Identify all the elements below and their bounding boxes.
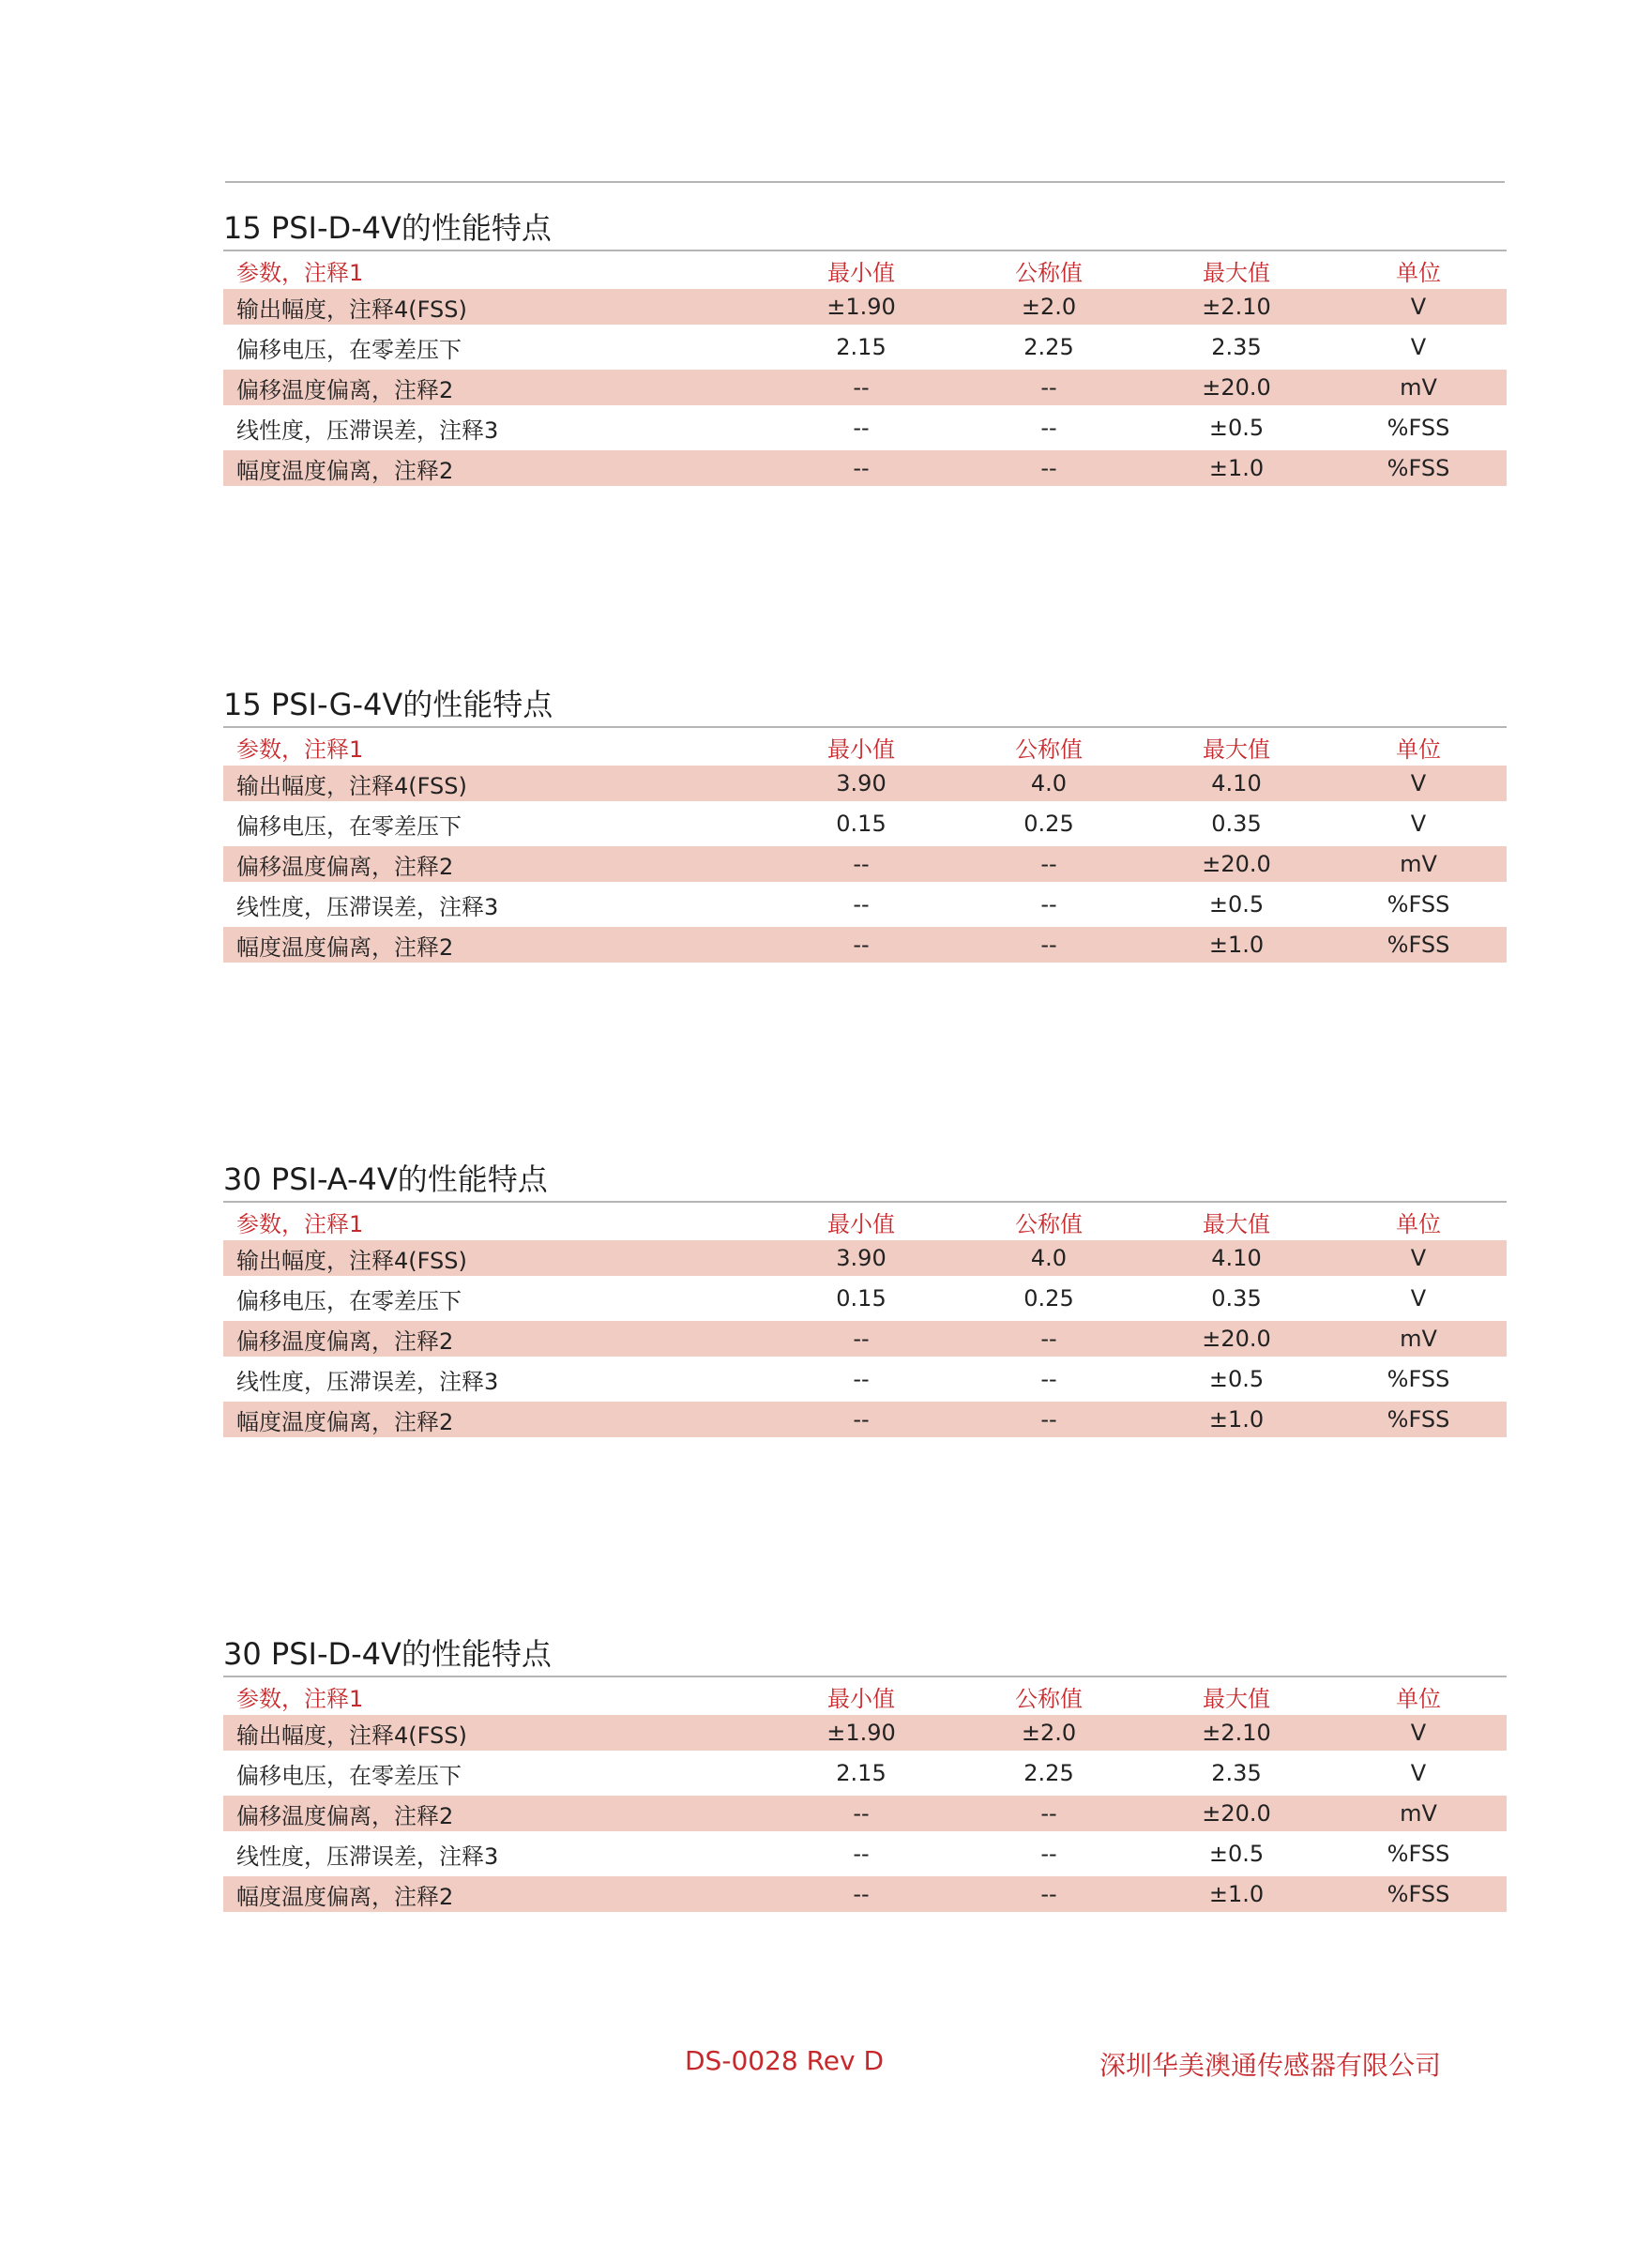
cell-max: 2.35 (1211, 334, 1262, 360)
cell-min: 2.15 (836, 334, 887, 360)
cell-min: 0.15 (836, 811, 887, 837)
cell-param: 线性度，压滞误差，注释3 (236, 1843, 499, 1870)
table-row (223, 1715, 1507, 1751)
cell-min: -- (853, 851, 870, 877)
cell-unit: mV (1400, 1800, 1437, 1827)
cell-unit: V (1410, 1760, 1427, 1786)
header-max: 最大值 (1203, 1210, 1270, 1237)
cell-param: 输出幅度，注释4(FSS) (236, 1722, 467, 1749)
table-header-row (223, 1203, 1507, 1240)
table-row (223, 1876, 1507, 1912)
top-divider (225, 181, 1505, 183)
table-row (223, 1240, 1507, 1276)
cell-typ: -- (1040, 1881, 1057, 1907)
cell-min: -- (853, 932, 870, 958)
cell-max: ±20.0 (1202, 1800, 1271, 1827)
table-row (223, 450, 1507, 486)
cell-min: ±1.90 (826, 294, 896, 320)
header-unit: 单位 (1396, 259, 1441, 286)
cell-unit: %FSS (1387, 455, 1450, 481)
cell-param: 偏移电压，在零差压下 (236, 1287, 462, 1314)
cell-max: ±20.0 (1202, 374, 1271, 401)
spec-section (223, 206, 1507, 486)
cell-typ: -- (1040, 891, 1057, 918)
table-row (223, 1402, 1507, 1437)
cell-min: -- (853, 1406, 870, 1433)
cell-unit: mV (1400, 851, 1437, 877)
cell-param: 偏移温度偏离，注释2 (236, 853, 454, 880)
cell-typ: -- (1040, 374, 1057, 401)
cell-max: ±2.10 (1202, 294, 1271, 320)
cell-typ: ±2.0 (1021, 1720, 1077, 1746)
cell-unit: V (1410, 770, 1427, 796)
cell-min: -- (853, 374, 870, 401)
spec-section (223, 1632, 1507, 1912)
cell-max: 2.35 (1211, 1760, 1262, 1786)
section-title: 30 PSI-A-4V的性能特点 (223, 1161, 548, 1197)
cell-min: -- (853, 1881, 870, 1907)
header-unit: 单位 (1396, 1685, 1441, 1712)
document-revision: DS-0028 Rev D (685, 2045, 885, 2076)
cell-typ: 4.0 (1030, 770, 1068, 796)
table-row (223, 1831, 1507, 1876)
cell-unit: %FSS (1387, 1406, 1450, 1433)
table-row (223, 846, 1507, 882)
table-row (223, 1796, 1507, 1831)
cell-param: 输出幅度，注释4(FSS) (236, 296, 467, 323)
cell-unit: V (1410, 1720, 1427, 1746)
cell-unit: V (1410, 334, 1427, 360)
cell-min: ±1.90 (826, 1720, 896, 1746)
cell-max: ±0.5 (1208, 415, 1265, 441)
cell-unit: %FSS (1387, 1366, 1450, 1392)
section-title: 30 PSI-D-4V的性能特点 (223, 1636, 552, 1672)
cell-min: -- (853, 1841, 870, 1867)
cell-max: ±1.0 (1208, 1881, 1265, 1907)
cell-unit: %FSS (1387, 891, 1450, 918)
cell-unit: %FSS (1387, 932, 1450, 958)
cell-param: 偏移电压，在零差压下 (236, 1762, 462, 1789)
cell-min: -- (853, 1366, 870, 1392)
cell-typ: -- (1040, 932, 1057, 958)
cell-max: 4.10 (1211, 1245, 1262, 1271)
cell-unit: %FSS (1387, 1881, 1450, 1907)
table-row (223, 801, 1507, 846)
header-typ: 公称值 (1015, 1685, 1083, 1712)
cell-max: ±20.0 (1202, 851, 1271, 877)
table-header-row (223, 1677, 1507, 1715)
cell-typ: -- (1040, 1841, 1057, 1867)
cell-max: 4.10 (1211, 770, 1262, 796)
spec-table (223, 1676, 1507, 1912)
cell-typ: 0.25 (1023, 1285, 1074, 1312)
header-max: 最大值 (1203, 1685, 1270, 1712)
cell-min: 0.15 (836, 1285, 887, 1312)
header-min: 最小值 (827, 1685, 895, 1712)
header-unit: 单位 (1396, 1210, 1441, 1237)
table-row (223, 289, 1507, 325)
header-typ: 公称值 (1015, 259, 1083, 286)
spec-section (223, 683, 1507, 963)
table-row (223, 1357, 1507, 1402)
cell-param: 输出幅度，注释4(FSS) (236, 1247, 467, 1274)
cell-param: 偏移温度偏离，注释2 (236, 1802, 454, 1829)
cell-min: 3.90 (836, 770, 887, 796)
cell-min: -- (853, 1326, 870, 1352)
cell-typ: -- (1040, 1326, 1057, 1352)
cell-typ: ±2.0 (1021, 294, 1077, 320)
cell-typ: -- (1040, 455, 1057, 481)
cell-param: 幅度温度偏离，注释2 (236, 1408, 454, 1435)
cell-max: ±0.5 (1208, 891, 1265, 918)
cell-unit: V (1410, 294, 1427, 320)
cell-param: 线性度，压滞误差，注释3 (236, 417, 499, 444)
cell-max: ±1.0 (1208, 932, 1265, 958)
table-row (223, 766, 1507, 801)
company-name: 深圳华美澳通传感器有限公司 (1099, 2050, 1442, 2081)
cell-min: 2.15 (836, 1760, 887, 1786)
cell-param: 偏移电压，在零差压下 (236, 812, 462, 840)
cell-unit: V (1410, 1245, 1427, 1271)
cell-param: 幅度温度偏离，注释2 (236, 933, 454, 961)
cell-typ: -- (1040, 1406, 1057, 1433)
cell-max: ±2.10 (1202, 1720, 1271, 1746)
cell-typ: 2.25 (1023, 334, 1074, 360)
cell-typ: 4.0 (1030, 1245, 1068, 1271)
cell-unit: %FSS (1387, 415, 1450, 441)
table-row (223, 882, 1507, 927)
cell-max: ±0.5 (1208, 1366, 1265, 1392)
spec-table (223, 250, 1507, 486)
cell-typ: -- (1040, 1800, 1057, 1827)
table-header-row (223, 728, 1507, 766)
cell-param: 偏移温度偏离，注释2 (236, 376, 454, 403)
header-param: 参数，注释1 (236, 259, 364, 286)
header-max: 最大值 (1203, 736, 1270, 763)
header-typ: 公称值 (1015, 736, 1083, 763)
table-row (223, 1321, 1507, 1357)
table-row (223, 325, 1507, 370)
cell-min: -- (853, 891, 870, 918)
cell-unit: V (1410, 1285, 1427, 1312)
table-header-row (223, 251, 1507, 289)
cell-param: 线性度，压滞误差，注释3 (236, 893, 499, 920)
spec-table (223, 726, 1507, 963)
header-param: 参数，注释1 (236, 1685, 364, 1712)
table-row (223, 1751, 1507, 1796)
header-min: 最小值 (827, 259, 895, 286)
cell-param: 线性度，压滞误差，注释3 (236, 1368, 499, 1395)
cell-param: 幅度温度偏离，注释2 (236, 457, 454, 484)
cell-param: 幅度温度偏离，注释2 (236, 1883, 454, 1910)
header-param: 参数，注释1 (236, 1210, 364, 1237)
cell-typ: -- (1040, 415, 1057, 441)
header-max: 最大值 (1203, 259, 1270, 286)
cell-max: ±1.0 (1208, 1406, 1265, 1433)
section-title: 15 PSI-D-4V的性能特点 (223, 210, 552, 246)
header-min: 最小值 (827, 736, 895, 763)
section-title: 15 PSI-G-4V的性能特点 (223, 687, 553, 722)
header-param: 参数，注释1 (236, 736, 364, 763)
cell-typ: 2.25 (1023, 1760, 1074, 1786)
cell-max: ±0.5 (1208, 1841, 1265, 1867)
cell-unit: mV (1400, 374, 1437, 401)
cell-param: 输出幅度，注释4(FSS) (236, 772, 467, 799)
cell-unit: V (1410, 811, 1427, 837)
cell-unit: %FSS (1387, 1841, 1450, 1867)
cell-max: ±20.0 (1202, 1326, 1271, 1352)
cell-param: 偏移电压，在零差压下 (236, 336, 462, 363)
cell-typ: -- (1040, 1366, 1057, 1392)
header-unit: 单位 (1396, 736, 1441, 763)
cell-min: -- (853, 415, 870, 441)
table-row (223, 927, 1507, 963)
cell-max: ±1.0 (1208, 455, 1265, 481)
table-row (223, 1276, 1507, 1321)
table-row (223, 405, 1507, 450)
cell-param: 偏移温度偏离，注释2 (236, 1327, 454, 1355)
cell-min: -- (853, 1800, 870, 1827)
cell-min: -- (853, 455, 870, 481)
table-row (223, 370, 1507, 405)
cell-min: 3.90 (836, 1245, 887, 1271)
cell-typ: -- (1040, 851, 1057, 877)
cell-max: 0.35 (1211, 1285, 1262, 1312)
header-typ: 公称值 (1015, 1210, 1083, 1237)
cell-typ: 0.25 (1023, 811, 1074, 837)
header-min: 最小值 (827, 1210, 895, 1237)
spec-section (223, 1158, 1507, 1437)
cell-max: 0.35 (1211, 811, 1262, 837)
cell-unit: mV (1400, 1326, 1437, 1352)
spec-table (223, 1201, 1507, 1437)
